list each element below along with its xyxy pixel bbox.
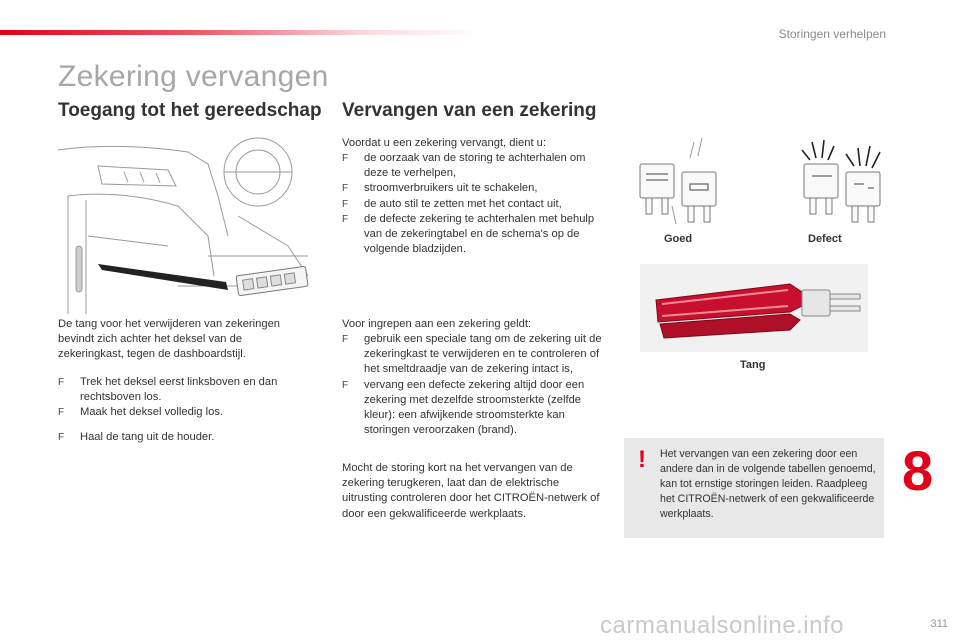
page-title: Zekering vervangen <box>58 60 329 93</box>
step-item <box>58 405 310 420</box>
right-heading: Vervangen van een zekering <box>342 100 597 121</box>
chapter-number: 8 <box>902 439 934 502</box>
tang-drawing <box>640 264 868 352</box>
fuse-comparison-figure <box>632 136 882 228</box>
before-item-text: de defecte zekering te achterhalen met behulp van de zekeringtabel en de schema's op de volgende bladzijden. <box>364 212 595 256</box>
bullet-mark: F <box>342 183 349 195</box>
during-item-text: vervang een defecte zekering altijd door een zekering met dezelfde stroomsterkte (zelfde kleur): een afwijkende stroomsterkte kan storingen veroorzaken (brand). <box>364 378 585 437</box>
warning-text: Het vervangen van een zekering door een andere dan in de volgende tabellen genoemd, kan tot ernstige storingen leiden. Raadpleeg het CITROËN-netwerk of een gekwalificeerde werkplaats. <box>660 448 876 520</box>
bullet-mark: F <box>342 379 349 391</box>
before-item-text: stroomverbruikers uit te schakelen, <box>364 182 538 195</box>
dashboard-illustration <box>58 136 314 314</box>
before-item-text: de auto stil te zetten met het contact uit, <box>364 197 562 210</box>
step-text: Haal de tang uit de houder. <box>80 430 215 443</box>
bullet-mark: F <box>342 334 349 345</box>
before-item <box>342 151 602 181</box>
before-item <box>342 212 602 258</box>
left-steps <box>58 375 310 445</box>
step-item <box>58 375 310 405</box>
bullet-mark: F <box>58 377 65 388</box>
tang-figure <box>640 264 868 352</box>
bullet-mark: F <box>342 198 349 210</box>
step-text: Trek het deksel eerst linksboven en dan rechtsboven los. <box>80 376 278 404</box>
header-accent-bar <box>0 30 480 35</box>
closing-text: Mocht de storing kort na het vervangen van de zekering terugkeren, laat dan de elektrische uitrusting controleren door het CITROËN-netwerk of door een gekwalificeerde werkplaats. <box>342 462 600 520</box>
warning-icon: ! <box>638 446 646 473</box>
left-heading: Toegang tot het gereedschap <box>58 100 322 121</box>
during-item-text: gebruik een speciale tang om de zekering uit de zekeringkast te verwijderen en te controleren of het smeltdraadje van de zekering intact is, <box>364 333 602 376</box>
page-number: 311 <box>930 618 948 630</box>
bullet-mark: F <box>342 213 349 225</box>
before-list <box>342 151 602 257</box>
bullet-mark: F <box>58 407 65 419</box>
bullet-mark: F <box>342 153 349 164</box>
left-intro: De tang voor het verwijderen van zekeringen bevindt zich achter het deksel van de zekeringkast, tegen de dashboardstijl. <box>58 318 281 361</box>
section-name: Storingen verhelpen <box>778 27 886 41</box>
during-list <box>342 332 604 438</box>
fuse-drawing <box>632 136 882 228</box>
before-item-text: de oorzaak van de storing te achterhalen om deze te verhelpen, <box>364 152 586 180</box>
defect-label: Defect <box>808 233 842 245</box>
before-item <box>342 181 602 196</box>
step-item <box>58 430 310 445</box>
watermark: carmanualsonline.info <box>600 612 844 639</box>
step-text: Maak het deksel volledig los. <box>80 406 224 419</box>
before-intro: Voordat u een zekering vervangt, dient u: <box>342 137 546 149</box>
tang-label: Tang <box>740 359 766 371</box>
during-intro: Voor ingrepen aan een zekering geldt: <box>342 318 532 330</box>
bullet-mark: F <box>58 431 65 443</box>
warning-box <box>624 438 884 538</box>
good-label: Goed <box>664 233 693 245</box>
during-item <box>342 332 604 378</box>
dashboard-drawing <box>58 136 314 314</box>
during-item <box>342 378 604 439</box>
before-item <box>342 197 602 212</box>
